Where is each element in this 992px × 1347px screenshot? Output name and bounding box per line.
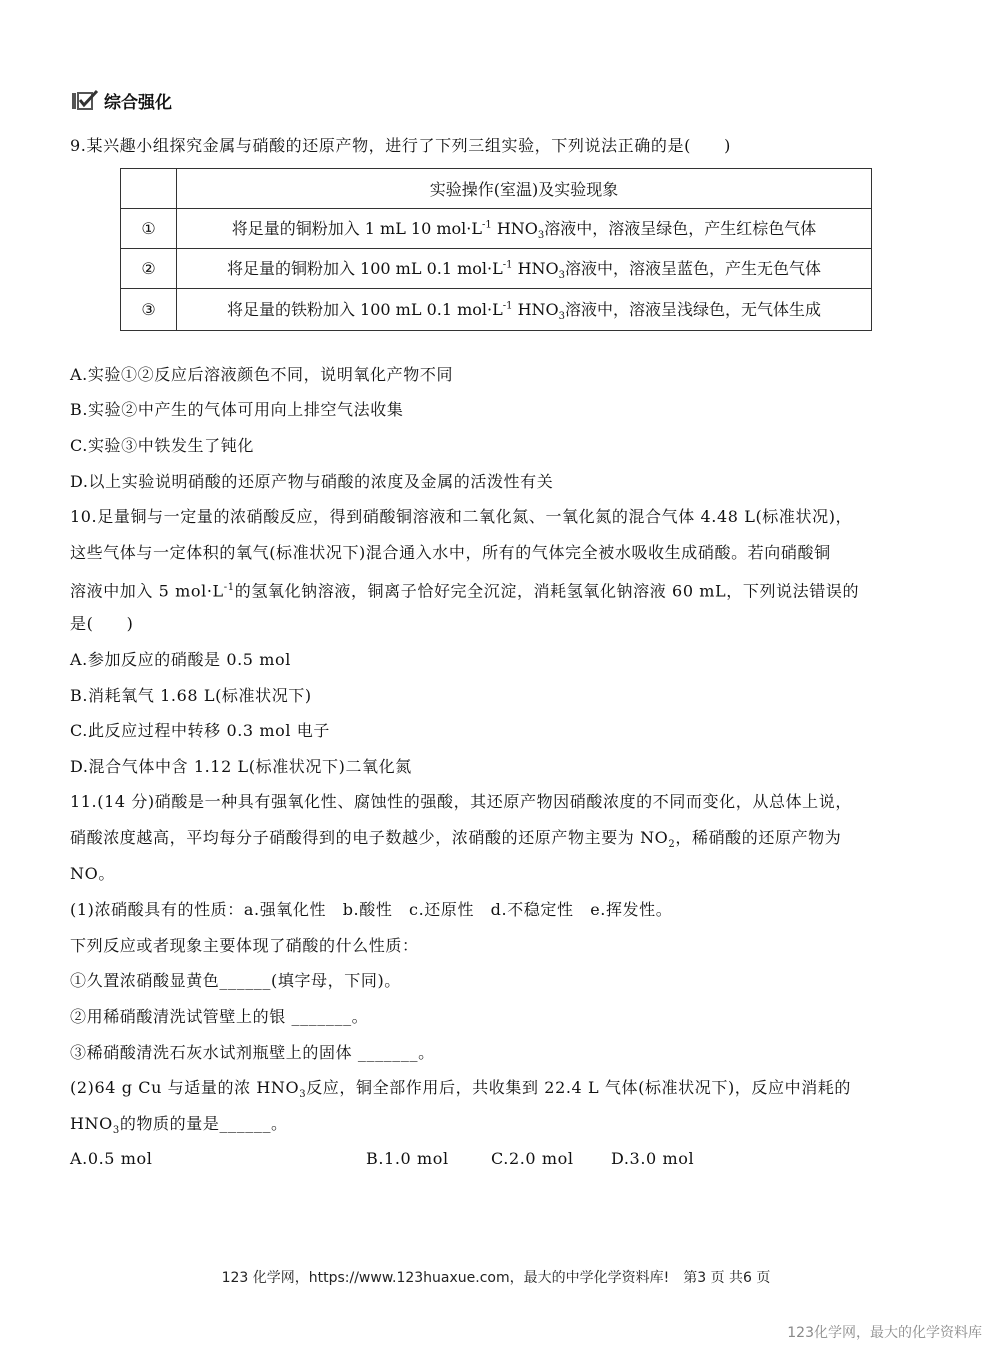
q11-line: 11.(14 分)硝酸是一种具有强氧化性、腐蚀性的强酸，其还原产物因硝酸浓度的不同而变化，从总体上说， — [70, 792, 852, 811]
table-header-blank — [121, 169, 177, 209]
table-row — [121, 289, 872, 331]
row-number: ① — [121, 209, 177, 249]
table-header: 实验操作(室温)及实验现象 — [177, 169, 872, 209]
q9-option-b: B.实验②中产生的气体可用向上排空气法收集 — [70, 400, 404, 419]
q11-line: NO。 — [70, 864, 115, 883]
watermark: 123化学网，最大的化学资料库 — [787, 1325, 982, 1341]
q10-option-a: A.参加反应的硝酸是 0.5 mol — [70, 650, 291, 669]
section-header — [70, 86, 172, 114]
row-number: ② — [121, 249, 177, 289]
q10-line: 是( ) — [70, 614, 134, 633]
q9-option-a: A.实验①②反应后溶液颜色不同，说明氧化产物不同 — [70, 365, 454, 384]
section-title: 综合强化 — [104, 92, 172, 113]
checkbox-check-icon — [70, 88, 100, 112]
q10-line: 溶液中加入 5 $mol\cdot L^{-1}$的氢氧化钠溶液，铜离子恰好完全沉淀，消耗氢氧化钠溶液 60 mL，下列说法错误的 — [70, 581, 860, 601]
q11-option-c: C.2.0 mol — [491, 1149, 574, 1168]
q11-option-b: B.1.0 mol — [366, 1149, 449, 1168]
q11-item: ①久置浓硝酸显黄色______(填字母，下同)。 — [70, 971, 401, 990]
q11-item: ②用稀硝酸清洗试管壁上的银 _______。 — [70, 1007, 369, 1026]
q9-stem: 9.某兴趣小组探究金属与硝酸的还原产物，进行了下列三组实验，下列说法正确的是( ) — [70, 136, 731, 155]
row-content: 将足量的铜粉加入 1 mL 10 $mol\cdot L^{-1}$ $HNO_3$溶液中，溶液呈绿色，产生红棕色气体 — [177, 209, 872, 249]
q9-option-c: C.实验③中铁发生了钝化 — [70, 436, 254, 455]
q10-option-b: B.消耗氧气 1.68 L(标准状况下) — [70, 686, 312, 705]
experiment-table — [120, 168, 872, 331]
q11-option-a: A.0.5 mol — [70, 1149, 153, 1168]
q10-line: 这些气体与一定体积的氧气(标准状况下)混合通入水中，所有的气体完全被水吸收生成硝酸。若向硝酸铜 — [70, 543, 831, 562]
q10-option-d: D.混合气体中含 1.12 L(标准状况下)二氧化氮 — [70, 757, 412, 776]
q11-item: ③稀硝酸清洗石灰水试剂瓶壁上的固体 _______。 — [70, 1043, 435, 1062]
q11-line: 硝酸浓度越高，平均每分子硝酸得到的电子数越少，浓硝酸的还原产物主要为 $NO_2$，稀硝酸的还原产物为 — [70, 828, 842, 851]
q11-part2: $HNO_3$的物质的量是______。 — [70, 1114, 288, 1137]
q10-option-c: C.此反应过程中转移 0.3 mol 电子 — [70, 721, 330, 740]
page-footer: 123 化学网，https://www.123huaxue.com，最大的中学化学资料库! 第3 页 共6 页 — [221, 1270, 771, 1286]
q10-line: 10.足量铜与一定量的浓硝酸反应，得到硝酸铜溶液和二氧化氮、一氧化氮的混合气体 4.48 L(标准状况)， — [70, 507, 853, 526]
table-row — [121, 249, 872, 289]
row-content: 将足量的铁粉加入 100 mL 0.1 $mol\cdot L^{-1}$ $HNO_3$溶液中，溶液呈浅绿色，无气体生成 — [177, 289, 872, 331]
q11-part1: (1)浓硝酸具有的性质：a.强氧化性 b.酸性 c.还原性 d.不稳定性 e.挥发性。 — [70, 900, 673, 919]
q11-option-d: D.3.0 mol — [611, 1149, 695, 1168]
q11-part1-ask: 下列反应或者现象主要体现了硝酸的什么性质： — [70, 936, 419, 955]
row-number: ③ — [121, 289, 177, 331]
q9-option-d: D.以上实验说明硝酸的还原产物与硝酸的浓度及金属的活泼性有关 — [70, 472, 554, 491]
row-content: 将足量的铜粉加入 100 mL 0.1 $mol\cdot L^{-1}$ $HNO_3$溶液中，溶液呈蓝色，产生无色气体 — [177, 249, 872, 289]
table-row — [121, 209, 872, 249]
q11-part2: (2)64 g Cu 与适量的浓 $HNO_3$反应，铜全部作用后，共收集到 22.4 L 气体(标准状况下)，反应中消耗的 — [70, 1078, 851, 1101]
